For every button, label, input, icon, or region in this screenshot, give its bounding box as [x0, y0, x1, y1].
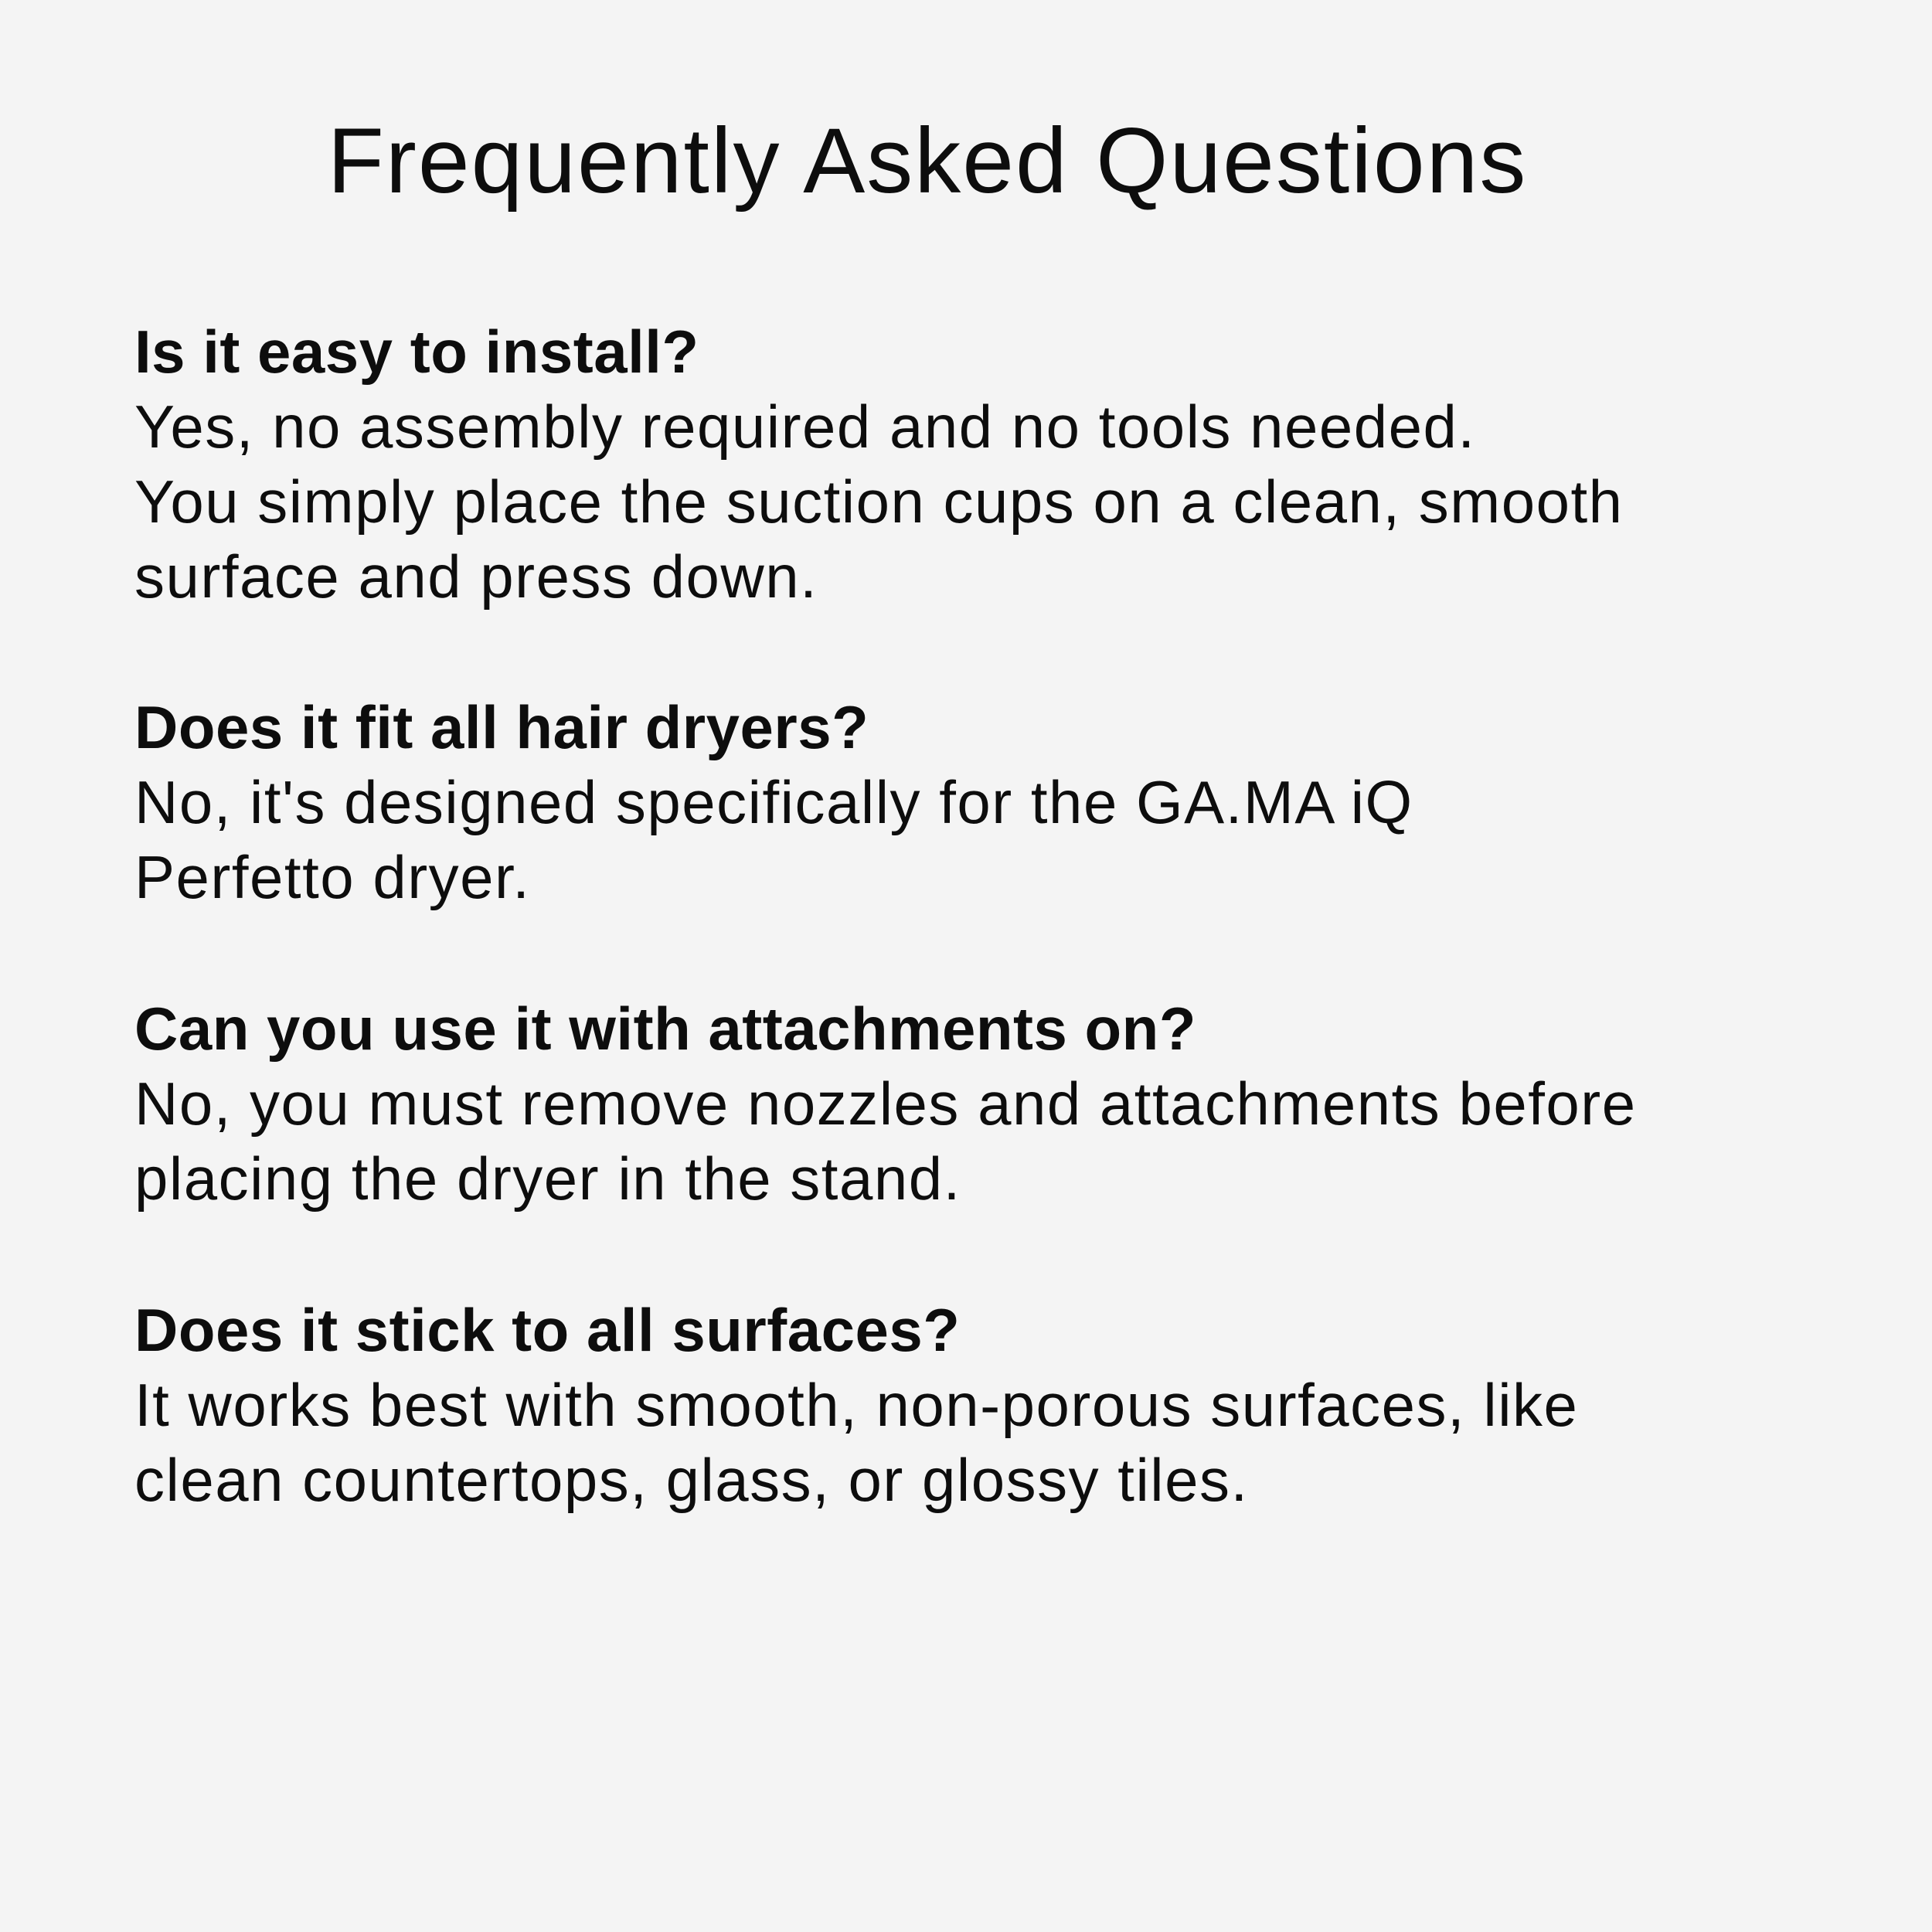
faq-answer-line: placing the dryer in the stand. — [134, 1145, 961, 1213]
faq-question: Does it stick to all surfaces? — [134, 1296, 961, 1364]
faq-answer-line: You simply place the suction cups on a clean, smooth — [134, 468, 1624, 536]
faq-answer-line: No, you must remove nozzles and attachments before — [134, 1070, 1637, 1138]
faq-item-install — [134, 315, 1819, 614]
faq-question: Can you use it with attachments on? — [134, 995, 1196, 1063]
faq-answer-line: surface and press down. — [134, 543, 818, 611]
faq-item-fit — [134, 690, 1819, 915]
faq-answer-line: It works best with smooth, non-porous surfaces, like — [134, 1371, 1579, 1439]
page-title: Frequently Asked Questions — [327, 109, 1528, 213]
faq-answer-line: No, it's designed specifically for the GA.MA iQ — [134, 768, 1413, 836]
faq-answer-line: Yes, no assembly required and no tools needed. — [134, 393, 1476, 461]
faq-item-attachments — [134, 992, 1819, 1216]
faq-answer-line: Perfetto dryer. — [134, 843, 531, 911]
faq-question: Does it fit all hair dryers? — [134, 693, 869, 761]
faq-answer-line: clean countertops, glass, or glossy tiles. — [134, 1446, 1249, 1514]
faq-item-surfaces — [134, 1293, 1819, 1518]
faq-question: Is it easy to install? — [134, 318, 699, 386]
